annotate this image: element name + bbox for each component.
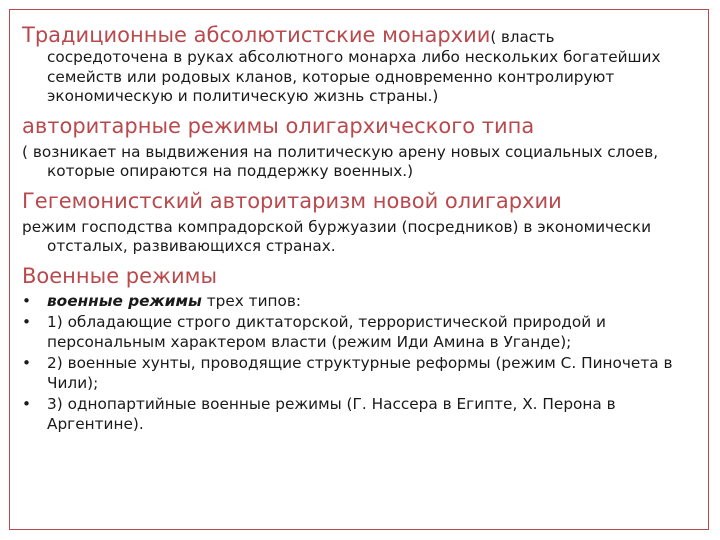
- slide-content: [22, 22, 702, 436]
- list-item: [22, 292, 702, 312]
- bullet-icon: •: [22, 354, 32, 372]
- section-oligarchic-regimes: [22, 113, 702, 182]
- section2-body: ( возникает на выдвижения на политическую арену новых социальных слоев, которые опираются на поддержку военных.): [22, 142, 659, 180]
- list-item-text: 2) военные хунты, проводящие структурные реформы (режим С. Пиночета в Чили);: [47, 354, 673, 392]
- section-traditional-monarchies: [22, 22, 702, 107]
- section1-heading: Традиционные абсолютистские монархии: [22, 23, 491, 47]
- list-item-text: трех типов:: [201, 291, 302, 310]
- bullet-icon: •: [22, 395, 32, 413]
- section3-heading: Гегемонистский авторитаризм новой олигархии: [22, 188, 562, 213]
- section3-body: режим господства компрадорской буржуазии (посредников) в экономически отсталых, развивающихся странах.: [22, 217, 652, 255]
- section1-heading-line: [22, 22, 702, 48]
- section-hegemonic-authoritarianism: [22, 188, 702, 257]
- list-item-text: 1) обладающие строго диктаторской, террористической природой и персональным характером власти (режим Иди Амина в Уганде);: [47, 313, 606, 351]
- slide-frame: [9, 9, 709, 530]
- bullet-icon: •: [22, 291, 32, 310]
- section1-body: сосредоточена в руках абсолютного монарха либо нескольких богатейших семейств или родовых кланов, которые одновременно контролируют экономическую и политическую жизнь страны.): [47, 48, 661, 105]
- list-item-emphasis: военные режимы: [47, 291, 202, 310]
- bullet-icon: •: [22, 313, 32, 331]
- military-regimes-list: [22, 292, 702, 435]
- list-item-text: 3) однопартийные военные режимы (Г. Нассера в Египте, Х. Перона в Аргентине).: [47, 395, 616, 433]
- section-military-regimes: [22, 263, 702, 435]
- list-item: [22, 354, 702, 393]
- section1-inline-text: ( власть: [490, 28, 555, 46]
- section4-heading: Военные режимы: [22, 263, 218, 288]
- list-item: [22, 395, 702, 434]
- list-item: [22, 313, 702, 352]
- section2-heading: авторитарные режимы олигархического типа: [22, 113, 535, 138]
